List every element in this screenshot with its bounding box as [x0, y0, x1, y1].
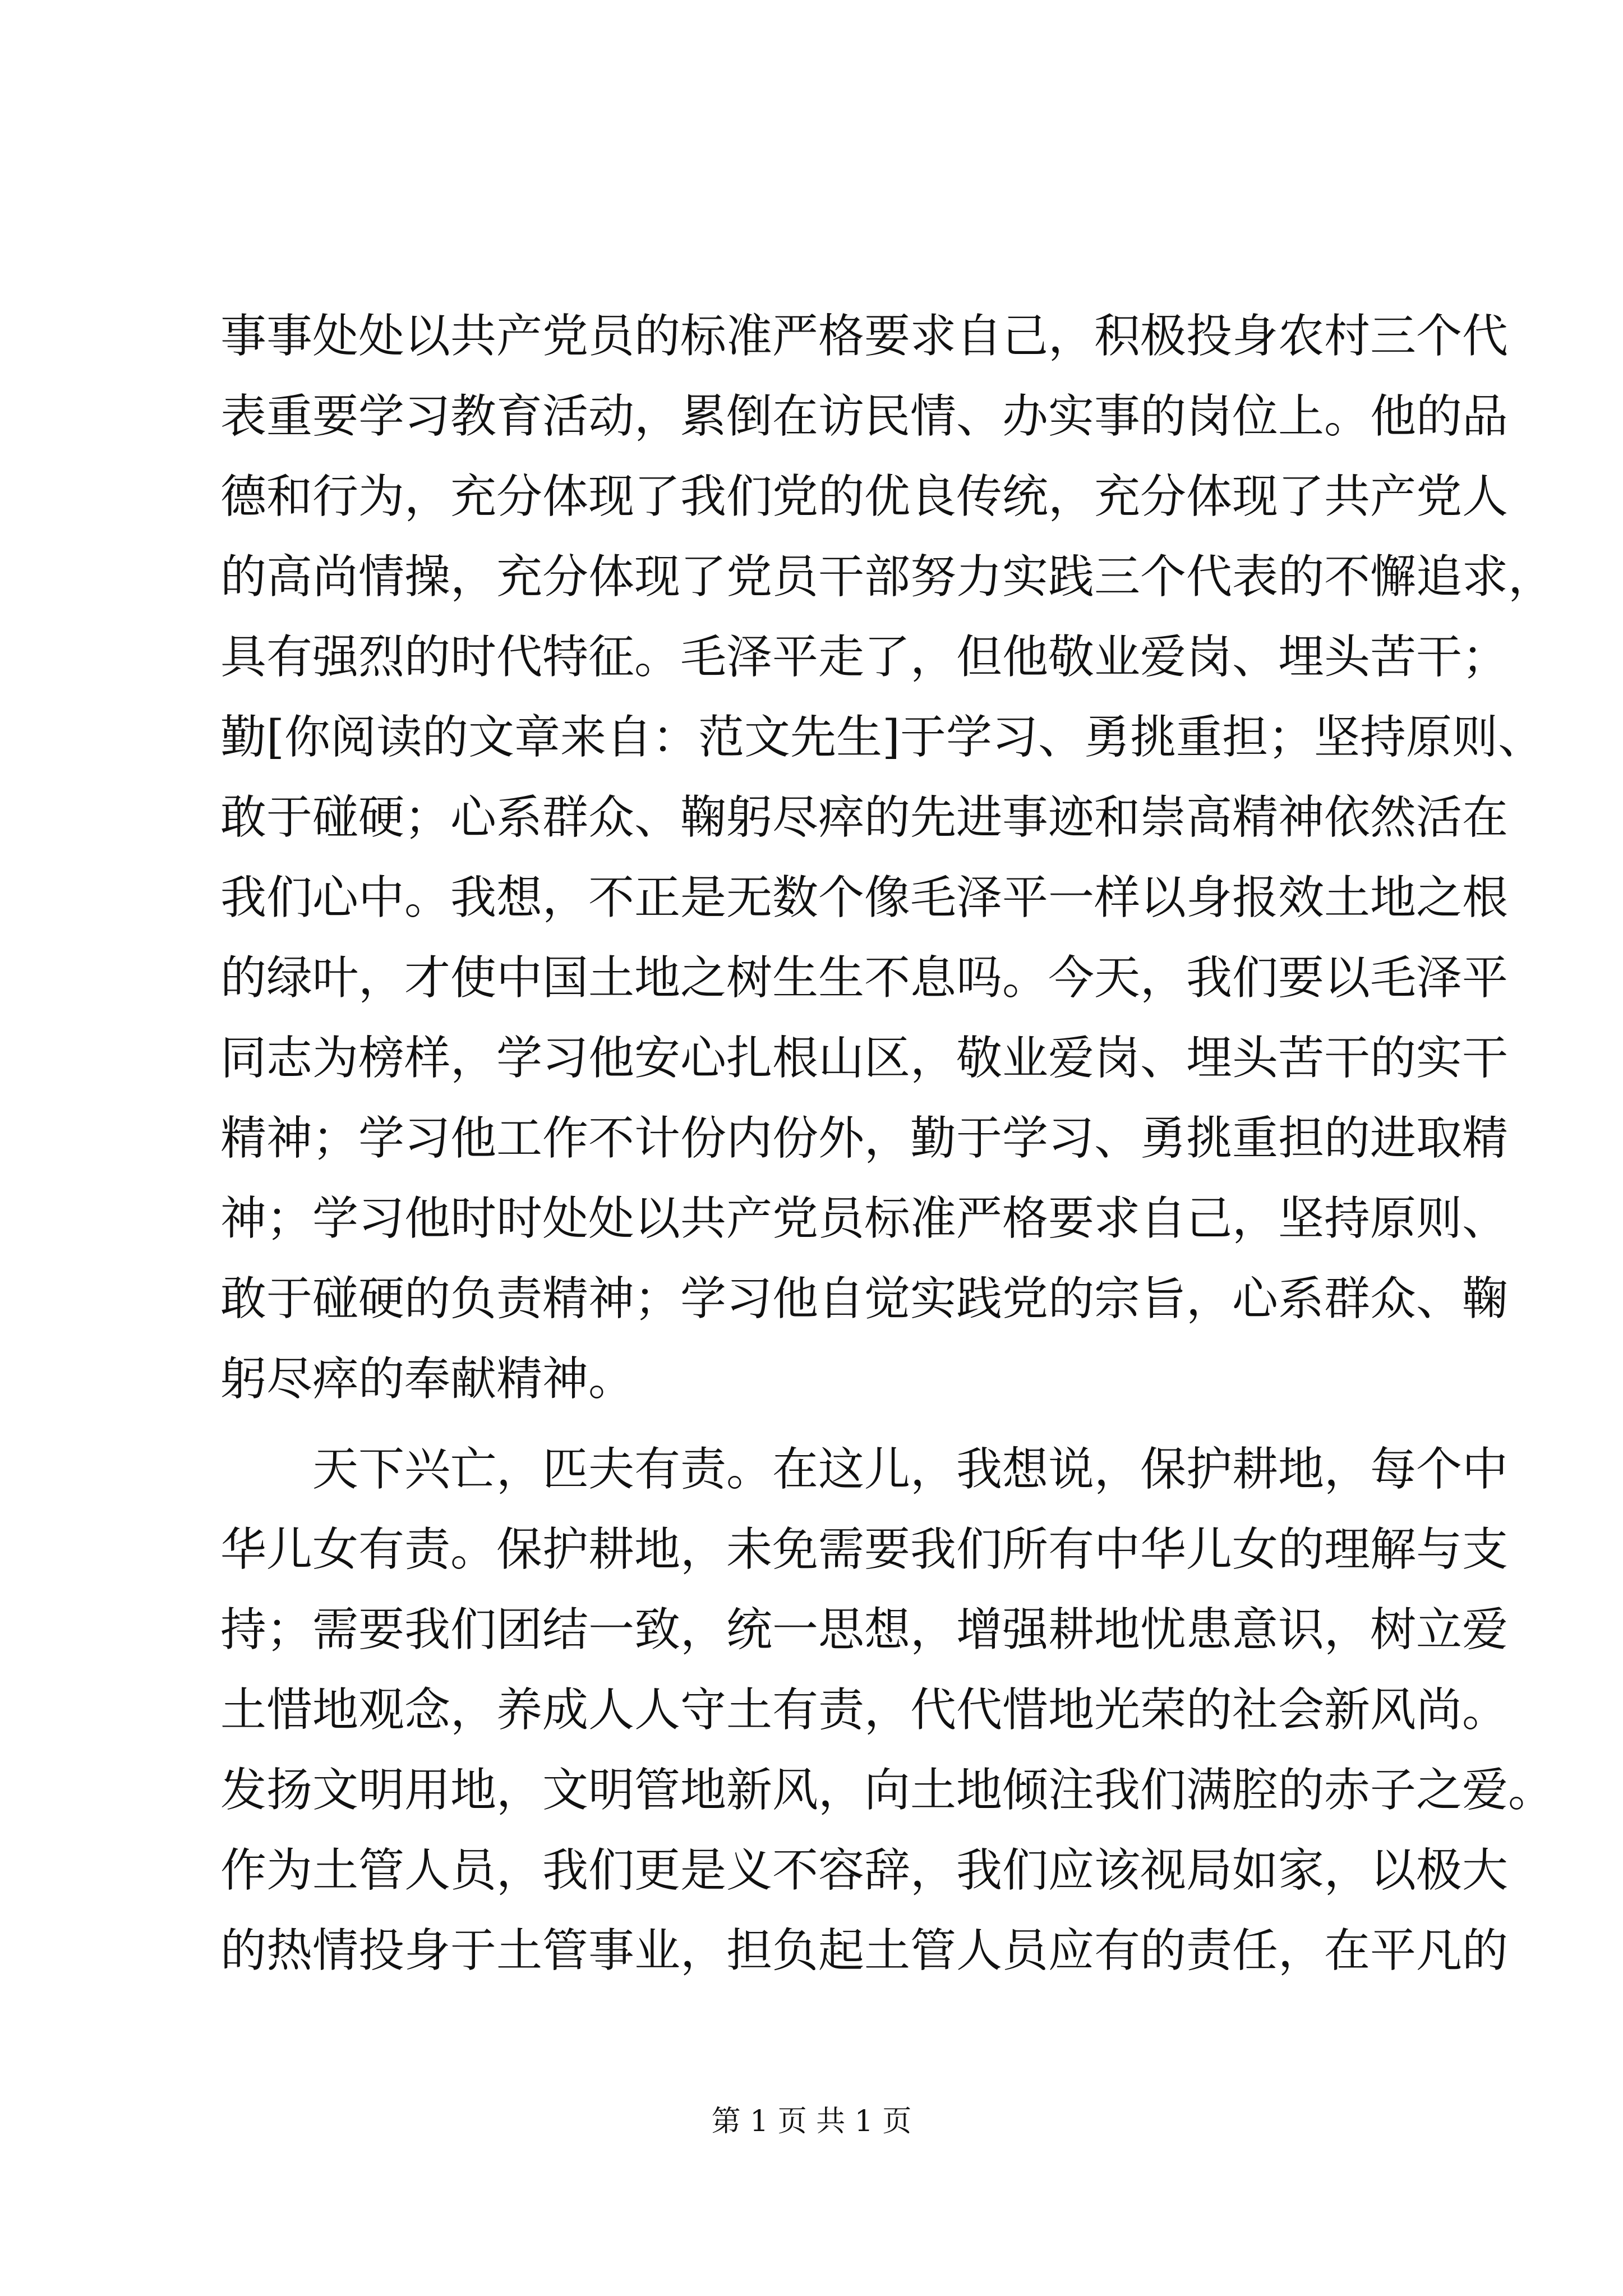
text-line: 的高尚情操，充分体现了党员干部努力实践三个代表的不懈追求， [220, 550, 1555, 604]
text-line: 我们心中。我想，不正是无数个像毛泽平一样以身报效土地之根 [220, 871, 1509, 924]
text-line: 事事处处以共产党员的标准严格要求自己，积极投身农村三个代 [220, 310, 1509, 363]
text-line: 精神；学习他工作不计份内份外，勤于学习、勇挑重担的进取精 [220, 1112, 1509, 1165]
text-line: 华儿女有责。保护耕地，未免需要我们所有中华儿女的理解与支 [220, 1523, 1509, 1576]
page-number-footer: 第 1 页 共 1 页 [711, 2105, 912, 2138]
text-line: 土惜地观念，养成人人守土有责，代代惜地光荣的社会新风尚。 [220, 1683, 1509, 1737]
text-line: 德和行为，充分体现了我们党的优良传统，充分体现了共产党人 [220, 470, 1509, 523]
text-line: 同志为榜样，学习他安心扎根山区，敬业爱岗、埋头苦干的实干 [220, 1032, 1509, 1085]
text-line: 作为土管人员，我们更是义不容辞，我们应该视局如家，以极大 [220, 1844, 1509, 1897]
text-line: 的绿叶，才使中国土地之树生生不息吗。今天，我们要以毛泽平 [220, 951, 1509, 1005]
text-line: 的热情投身于土管事业，担负起土管人员应有的责任，在平凡的 [220, 1924, 1509, 1977]
text-line: 持；需要我们团结一致，统一思想，增强耕地忧患意识，树立爱 [220, 1603, 1509, 1657]
text-line: 发扬文明用地，文明管地新风，向土地倾注我们满腔的赤子之爱。 [220, 1764, 1555, 1817]
text-line: 表重要学习教育活动，累倒在访民情、办实事的岗位上。他的品 [220, 390, 1509, 443]
text-line: 神；学习他时时处处以共产党员标准严格要求自己，坚持原则、 [220, 1192, 1509, 1245]
text-line: 躬尽瘁的奉献精神。 [220, 1352, 635, 1406]
text-line: 敢于碰硬的负责精神；学习他自觉实践党的宗旨，心系群众、鞠 [220, 1272, 1509, 1326]
text-line: 天下兴亡，匹夫有责。在这儿，我想说，保护耕地，每个中 [220, 1443, 1509, 1496]
text-line: 勤[你阅读的文章来自：范文先生]于学习、勇挑重担；坚持原则、 [220, 711, 1544, 764]
body-text [220, 296, 1555, 1991]
text-line: 敢于碰硬；心系群众、鞠躬尽瘁的先进事迹和崇高精神依然活在 [220, 791, 1509, 844]
text-line: 具有强烈的时代特征。毛泽平走了，但他敬业爱岗、埋头苦干； [220, 631, 1509, 684]
